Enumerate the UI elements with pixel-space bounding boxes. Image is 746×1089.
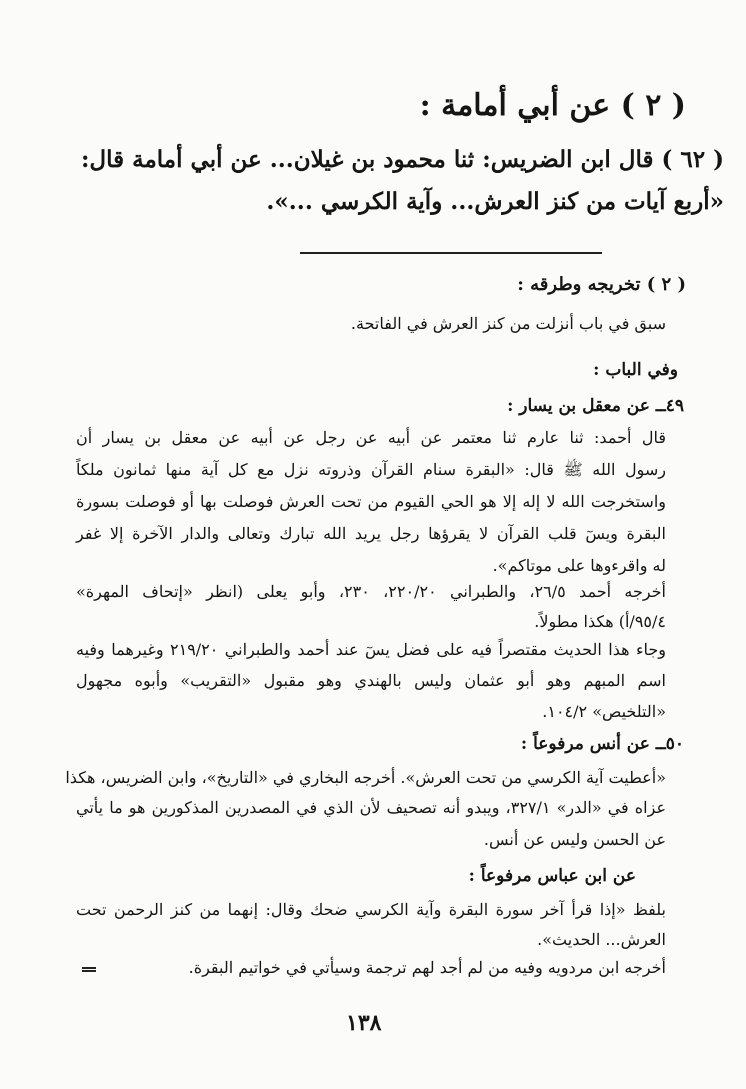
hadith-49-line: له واقرءوها على موتاكم». xyxy=(492,556,666,575)
page-number: ١٣٨ xyxy=(346,1010,382,1036)
hadith-49-line: البقرة ويسٓ قلب القرآن لا يقرؤها رجل يريد الله تبارك وتعالى والدار الآخرة إلا غفر xyxy=(76,524,666,543)
section-title: ( ٢ ) عن أبي أمامة : xyxy=(419,88,686,123)
hadith-50-line: عن الحسن وليس عن أنس. xyxy=(483,830,666,849)
abbas-line: أخرجه ابن مردويه وفيه من لم أجد لهم ترجمة وسيأتي في خواتيم البقرة. xyxy=(188,958,666,977)
hadith-50-line: «أعطيت آية الكرسي من تحت العرش». أخرجه البخاري في «التاريخ»، وابن الضريس، هكذا xyxy=(65,768,666,787)
hadith-49-line: وجاء هذا الحديث مقتصراً فيه على فضل يسٓ عند أحمد والطبراني ٢١٩/٢٠ وغيرهما وفيه xyxy=(76,640,667,659)
quote-line-2: «أربع آيات من كنز العرش... وآية الكرسي ...». xyxy=(266,188,724,215)
section-label: وفي الباب : xyxy=(593,360,678,380)
hadith-49-line: أخرجه أحمد ٢٦/٥، والطبراني ٢٢٠/٢٠، ٢٣٠، وأبو يعلى (انظر «إتحاف المهرة» xyxy=(76,582,666,601)
takhrij-heading: ( ٢ ) تخريجه وطرقه : xyxy=(517,274,686,295)
hadith-49-line: اسم المبهم وهو أبو عثمان وليس بالهندي وهو مقبول «التقريب» وأبوه مجهول xyxy=(76,671,666,690)
hadith-50-line: عزاه في «الدر» ٣٢٧/١، ويبدو أنه تصحيف لأن الذي في المصدرين المذكورين هو ما يأتي xyxy=(76,798,666,817)
takhrij-text: سبق في باب أنزلت من كنز العرش في الفاتحة. xyxy=(350,314,666,333)
hadith-49-line: «التلخيص» ١٠٤/٢. xyxy=(542,702,666,721)
end-mark xyxy=(82,967,96,972)
footnote-divider xyxy=(300,252,602,254)
abbas-heading: عن ابن عباس مرفوعاً : xyxy=(468,866,636,886)
hadith-49-line: ٩٥/٤/أ) هكذا مطولاً. xyxy=(534,612,666,631)
hadith-49-line: قال أحمد: ثنا عارم ثنا معتمر عن أبيه عن رجل عن أبيه عن معقل بن يسار أن xyxy=(76,428,666,447)
hadith-50-heading: ٥٠ــ عن أنس مرفوعاً : xyxy=(520,734,684,754)
hadith-49-line: رسول الله ﷺ قال: «البقرة سنام القرآن وذروته نزل مع كل آية منها ثمانون ملكاً xyxy=(76,460,666,479)
abbas-line: بلفظ «إذا قرأ آخر سورة البقرة وآية الكرسي ضحك وقال: إنهما من كنز الرحمن تحت xyxy=(76,900,666,919)
abbas-line: العرش... الحديث». xyxy=(537,930,666,949)
quote-line-1: ( ٦٢ ) قال ابن الضريس: ثنا محمود بن غيلان... عن أبي أمامة قال: xyxy=(80,146,724,173)
hadith-49-line: واستخرجت الله لا إله إلا هو الحي القيوم من تحت العرش فوصلت بها أو فوصلت بسورة xyxy=(76,492,666,511)
hadith-49-heading: ٤٩ــ عن معقل بن يسار : xyxy=(507,396,684,416)
